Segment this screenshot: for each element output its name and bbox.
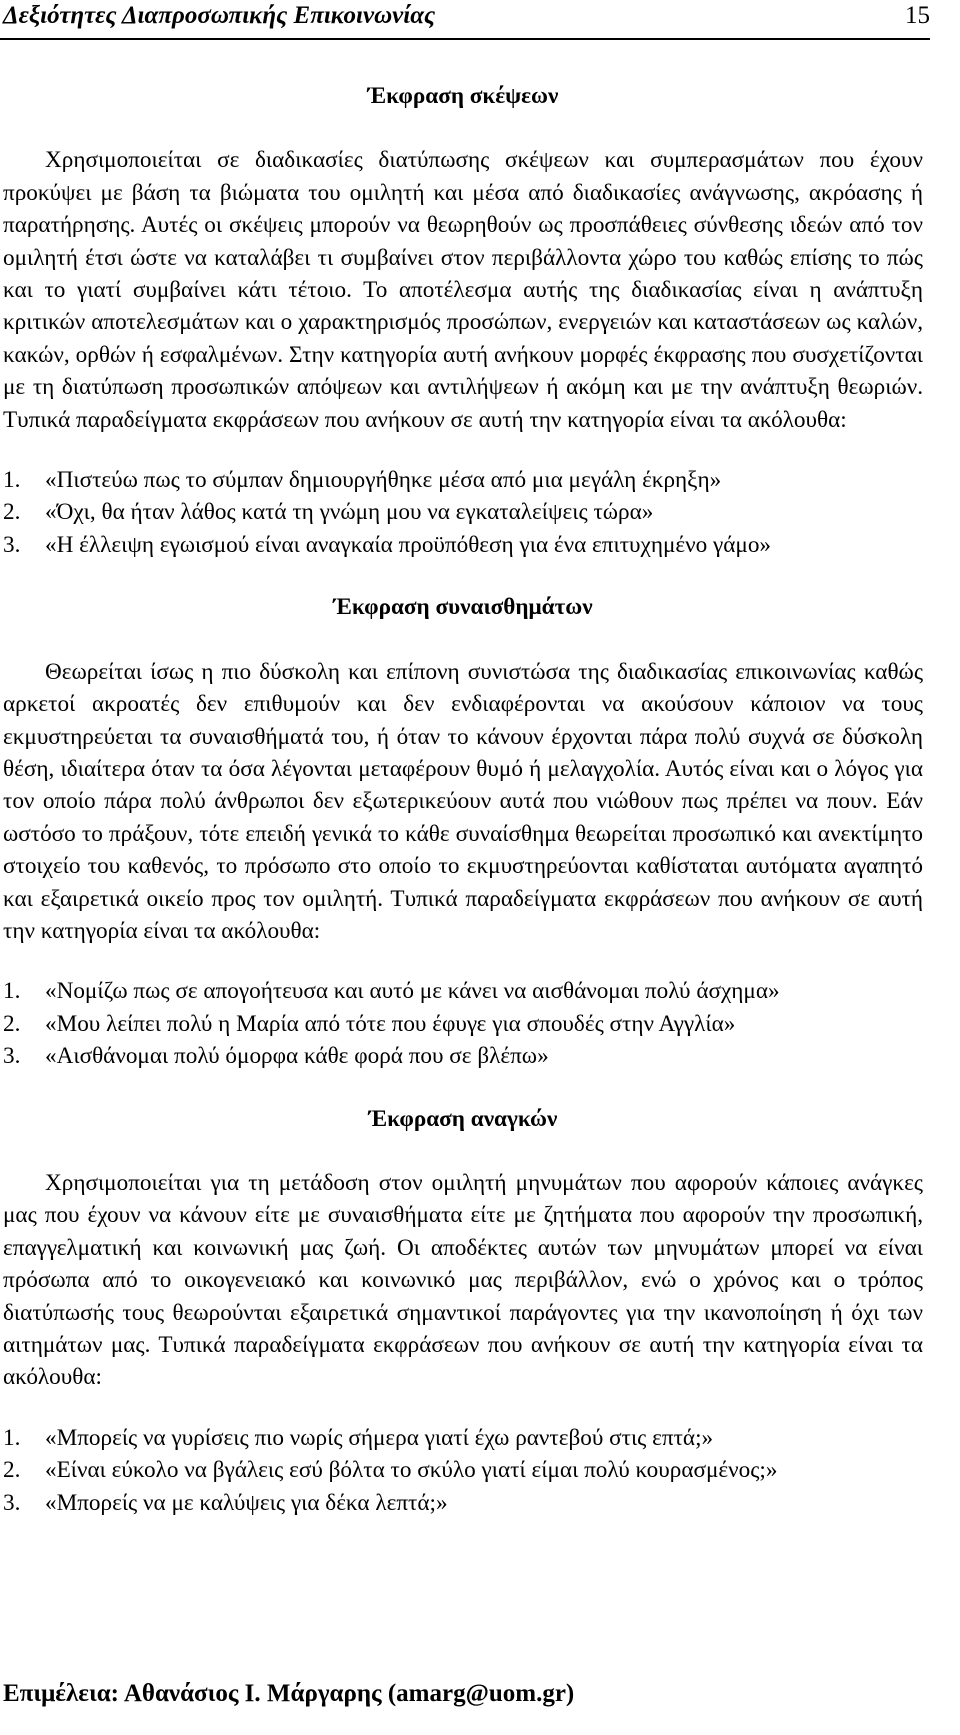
examples-list — [3, 975, 923, 1072]
section-heading: Έκφραση συναισθημάτων — [333, 594, 593, 621]
list-item-number: 1. — [3, 1424, 21, 1451]
list-item-number: 1. — [3, 978, 21, 1005]
list-item-text: «Μπορείς να με καλύψεις για δέκα λεπτά;» — [45, 1489, 448, 1516]
list-item-text: «Νομίζω πως σε απογοήτευσα και αυτό με κάνει να αισθάνομαι πολύ άσχημα» — [45, 978, 780, 1005]
list-item — [3, 464, 923, 496]
list-item-text: «Όχι, θα ήταν λάθος κατά τη γνώμη μου να εγκαταλείψεις τώρα» — [45, 499, 654, 526]
list-item — [3, 1487, 923, 1519]
list-item-number: 2. — [3, 1010, 21, 1037]
list-item-number: 3. — [3, 1043, 21, 1070]
list-item — [3, 1422, 923, 1454]
page-footer: Επιμέλεια: Αθανάσιος Ι. Μάργαρης (amarg@uom.gr) — [3, 1680, 575, 1707]
section-feelings — [3, 591, 923, 1102]
list-item — [3, 1040, 923, 1072]
list-item — [3, 1454, 923, 1486]
section-heading: Έκφραση αναγκών — [368, 1105, 558, 1132]
list-item — [3, 1008, 923, 1040]
list-item — [3, 496, 923, 528]
page-header — [0, 0, 930, 40]
section-heading: Έκφραση σκέψεων — [367, 83, 559, 109]
section-paragraph: Θεωρείται ίσως η πιο δύσκολη και επίπονη συνιστώσα της διαδικασίας επικοινωνίας καθώς αρκετοί ακροατές δεν επιθυμούν και δεν ενδιαφέρονται να ακούσουν κάποιον να τους εκμυστηρεύεται τα συναισθήματά του, ή όταν το κάνουν έρχονται πάρα πολύ συχνά σε δύσκολη θέση, ιδιαίτερα όταν τα όσα λέγονται μεταφέρουν θυμό ή μελαγχολία. Αυτός είναι και ο λόγος για τον οποίο πάρα πολύ άνθρωποι δεν εξωτερικεύουν αυτά που νιώθουν πως πρέπει να πουν. Εάν ωστόσο το πράξουν, τότε επειδή γενικά το κάθε συναίσθημα θεωρείται προσωπικό και ανεκτίμητο στοιχείο του καθενός, το πρόσωπο στο οποίο το εκμυστηρεύονται καθίσταται αυτόματα αγαπητό και εξαιρετικά οικείο προς τον ομιλητή. Τυπικά παραδείγματα εκφράσεων που ανήκουν σε αυτή την κατηγορία είναι τα ακόλουθα: — [3, 658, 923, 944]
section-paragraph: Χρησιμοποιείται σε διαδικασίες διατύπωσης σκέψεων και συμπερασμάτων που έχουν προκύψει με βάση τα βιώματα του ομιλητή και μέσα από διαδικασίες ανάγνωσης, ακρόασης ή παρατήρησης. Αυτές οι σκέψεις μπορούν να θεωρηθούν ως προσπάθειες σύνθεσης ιδεών από τον ομιλητή έτσι ώστε να καταλάβει τι συμβαίνει στον περιβάλλοντα χώρο του καθώς επίσης το πώς και το γιατί συμβαίνει κάτι τέτοιο. Το αποτέλεσμα αυτής της διαδικασίας είναι η ανάπτυξη κριτικών αποτελεσμάτων και ο χαρακτηρισμός προσώπων, ενεργειών και καταστάσεων ως καλών, κακών, ορθών ή εσφαλμένων. Στην κατηγορία αυτή ανήκουν μορφές έκφρασης που συσχετίζονται με τη διατύπωση προσωπικών απόψεων και αντιλήψεων ή ακόμη και με την ανάπτυξη θεωριών. Τυπικά παραδείγματα εκφράσεων που ανήκουν σε αυτή την κατηγορία είναι τα ακόλουθα: — [3, 147, 923, 433]
list-item-number: 1. — [3, 467, 21, 494]
section-paragraph: Χρησιμοποιείται για τη μετάδοση στον ομιλητή μηνυμάτων που αφορούν κάποιες ανάγκες μας που έχουν να κάνουν είτε με συναισθήματα είτε με ζητήματα που αφορούν την προσωπική, επαγγελματική και κοινωνική μας ζωή. Οι αποδέκτες αυτών των μηνυμάτων μπορεί να είναι πρόσωπα από το οικογενειακό και κοινωνικό μας περιβάλλον, ενώ ο χρόνος και ο τρόπος διατύπωσής τους θεωρούνται εξαιρετικά σημαντικοί παράγοντες για την ικανοποίηση ή όχι των αιτημάτων μας. Τυπικά παραδείγματα εκφράσεων που ανήκουν σε αυτή την κατηγορία είναι τα ακόλουθα: — [3, 1169, 923, 1391]
list-item-text: «Πιστεύω πως το σύμπαν δημιουργήθηκε μέσα από μια μεγάλη έκρηξη» — [45, 467, 722, 494]
list-item-number: 3. — [3, 1489, 21, 1516]
list-item — [3, 529, 923, 561]
page-content — [3, 80, 923, 1519]
list-item-text: «Είναι εύκολο να βγάλεις εσύ βόλτα το σκύλο γιατί είμαι πολύ κουρασμένος;» — [45, 1457, 778, 1484]
running-title: Δεξιότητες Διαπροσωπικής Επικοινωνίας — [3, 2, 436, 29]
section-needs — [3, 1103, 923, 1519]
page-number: 15 — [905, 2, 930, 29]
list-item-text: «Μου λείπει πολύ η Μαρία από τότε που έφυγε για σπουδές στην Αγγλία» — [45, 1010, 736, 1037]
list-item-number: 2. — [3, 499, 21, 526]
section-thoughts — [3, 80, 923, 591]
examples-list — [3, 1422, 923, 1519]
list-item — [3, 975, 923, 1007]
list-item-number: 2. — [3, 1457, 21, 1484]
list-item-text: «Η έλλειψη εγωισμού είναι αναγκαία προϋπόθεση για ένα επιτυχημένο γάμο» — [45, 531, 772, 558]
list-item-number: 3. — [3, 531, 21, 558]
list-item-text: «Αισθάνομαι πολύ όμορφα κάθε φορά που σε βλέπω» — [45, 1043, 549, 1070]
list-item-text: «Μπορείς να γυρίσεις πιο νωρίς σήμερα γιατί έχω ραντεβού στις επτά;» — [45, 1424, 714, 1451]
examples-list — [3, 464, 923, 561]
